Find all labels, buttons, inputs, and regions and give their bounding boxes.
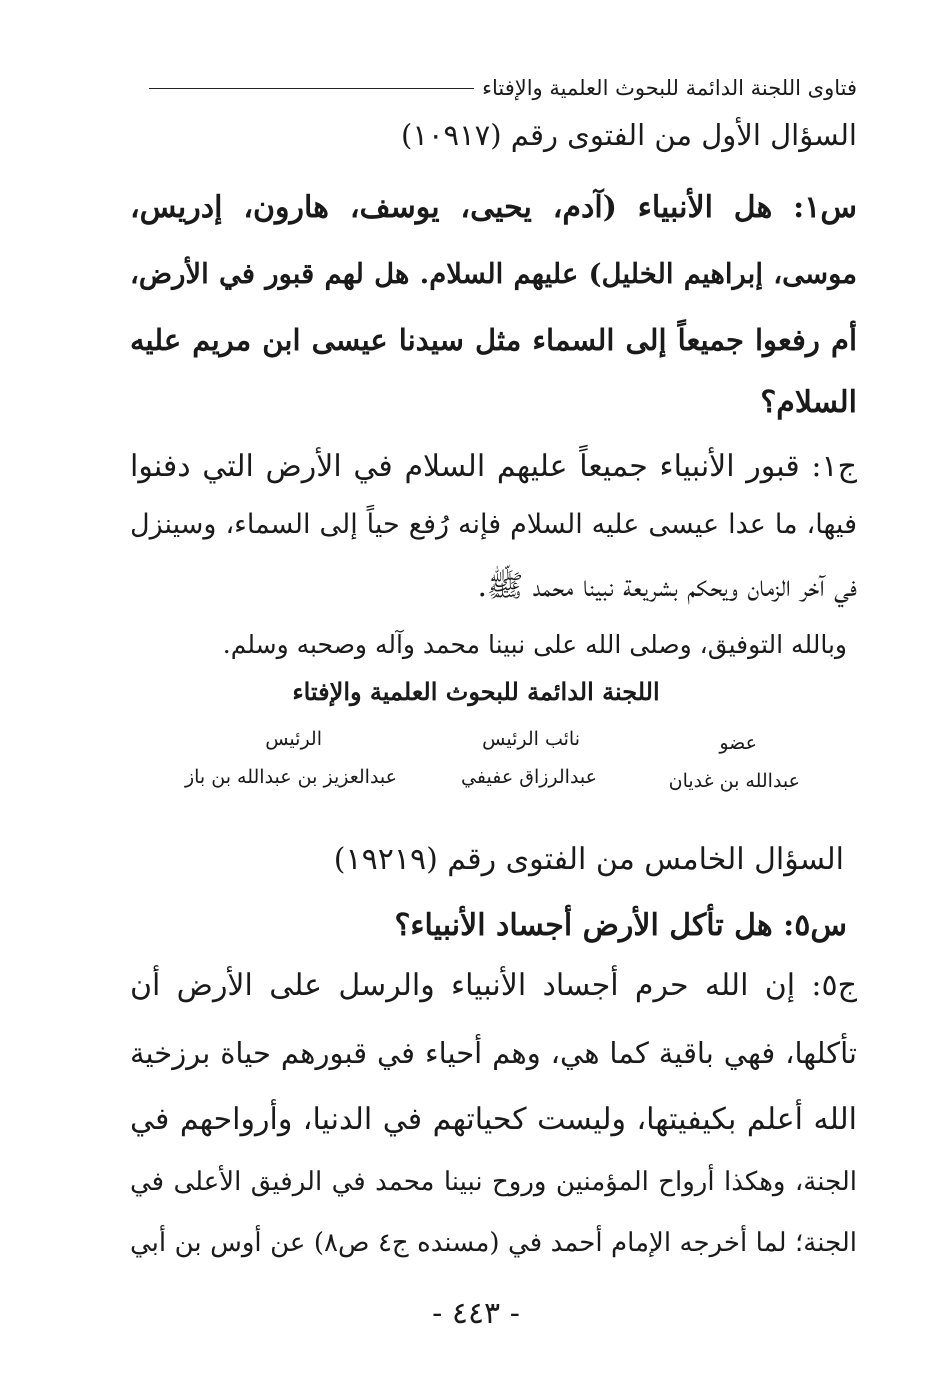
fatwa1-heading: السؤال الأول من الفتوى رقم (١٠٩١٧) (401, 118, 857, 152)
fatwa2-answer-line-3: الله أعلم بكيفيتها، وليست كحياتهم في الدنيا، وأرواحهم في (130, 1102, 857, 1137)
fatwa1-question-line-2: موسى، إبراهيم الخليل) عليهم السلام. هل لهم قبور في الأرض، (130, 258, 857, 290)
running-header (149, 76, 857, 100)
signatory-name-member: عبدالله بن غديان (668, 770, 800, 792)
header-title: فتاوى اللجنة الدائمة للبحوث العلمية والإفتاء (482, 76, 857, 100)
fatwa1-answer-line-1: ج١: قبور الأنبياء جميعاً عليهم السلام في الأرض التي دفنوا (130, 449, 857, 484)
committee-name: اللجنة الدائمة للبحوث العلمية والإفتاء (292, 677, 660, 706)
fatwa1-answer-line-2: فيها، ما عدا عيسى عليه السلام فإنه رُفع حياً إلى السماء، وسينزل (130, 509, 857, 540)
signatory-role-member: عضو (719, 732, 757, 754)
fatwa2-answer-line-5: الجنة؛ لما أخرجه الإمام أحمد في (مسنده ج٤ ص٨) عن أوس بن أبي (130, 1228, 857, 1258)
fatwa1-answer-line-3: في آخر الزمان ويحكم بشريعة نبينا محمد ﷺ. (477, 569, 857, 604)
fatwa1-closing: وبالله التوفيق، وصلى الله على نبينا محمد وآله وصحبه وسلم. (222, 630, 847, 659)
header-rule (149, 88, 474, 89)
fatwa1-question-line-4: السلام؟ (760, 385, 857, 420)
signatory-role-president: الرئيس (265, 728, 322, 750)
fatwa2-heading: السؤال الخامس من الفتوى رقم (١٩٢١٩) (333, 842, 844, 877)
fatwa2-question: س٥: هل تأكل الأرض أجساد الأنبياء؟ (394, 908, 847, 943)
page-number: - ٤٤٣ - (432, 1296, 520, 1331)
fatwa1-question-line-1: س١: هل الأنبياء (آدم، يحيى، يوسف، هارون، إدريس، (130, 190, 857, 225)
fatwa2-answer-line-1: ج٥: إن الله حرم أجساد الأنبياء والرسل على الأرض أن (130, 968, 857, 1003)
signatory-name-vice-president: عبدالرزاق عفيفي (461, 766, 597, 788)
fatwa2-answer-line-4: الجنة، وهكذا أرواح المؤمنين وروح نبينا محمد في الرفيق الأعلى في (130, 1167, 857, 1197)
signatory-name-president: عبدالعزيز بن عبدالله بن باز (184, 766, 397, 788)
signatory-role-vice-president: نائب الرئيس (482, 728, 580, 750)
fatwa1-question-line-3: أم رفعوا جميعاً إلى السماء مثل سيدنا عيسى ابن مريم عليه (130, 323, 857, 357)
fatwa2-answer-line-2: تأكلها، فهي باقية كما هي، وهم أحياء في قبورهم حياة برزخية (130, 1036, 857, 1070)
